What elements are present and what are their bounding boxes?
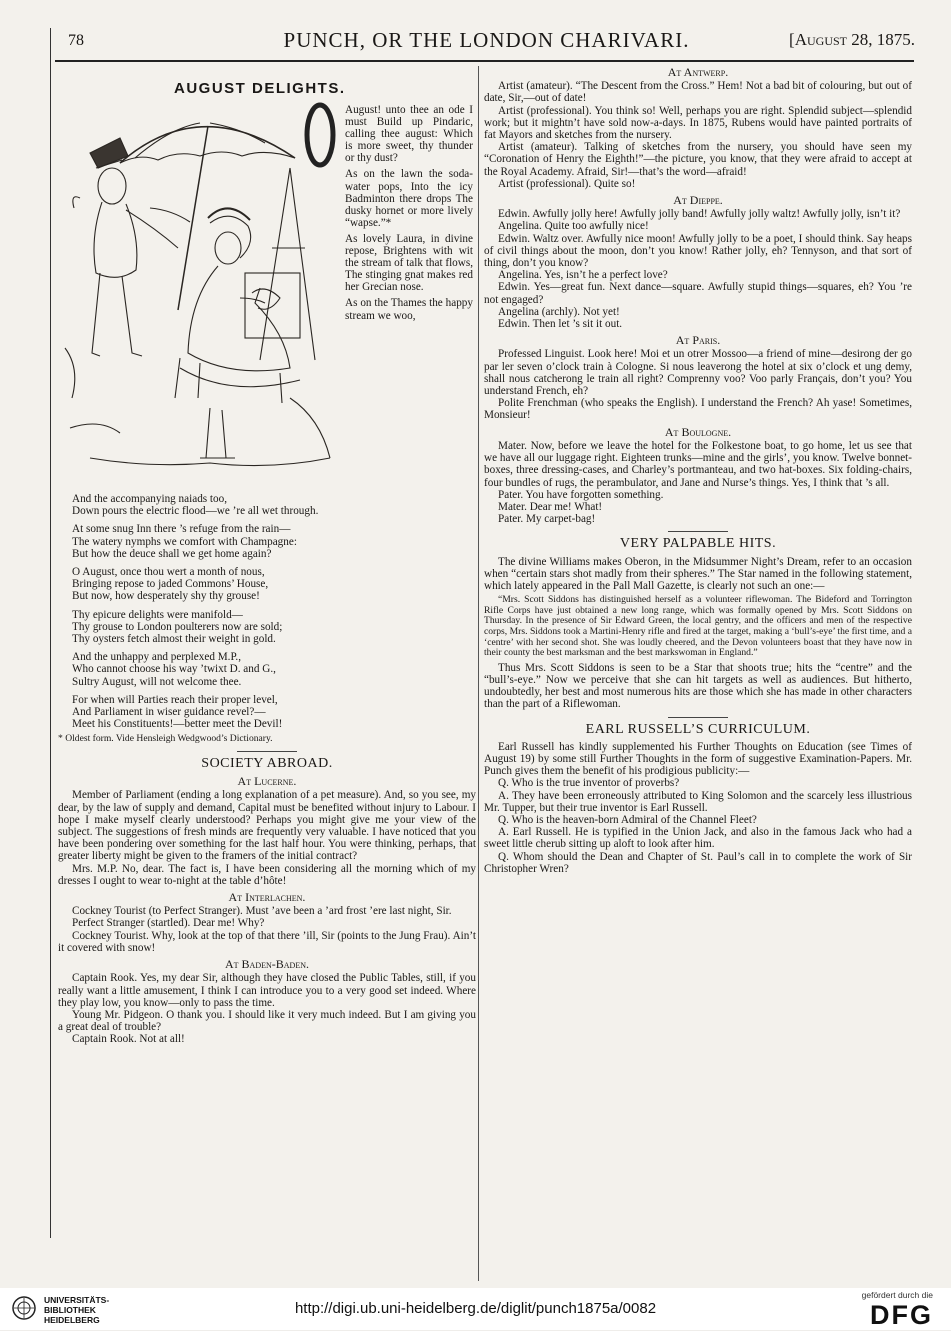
quoted-statement: “Mrs. Scott Siddons has distinguished herself as a volunteer riflewoman. The Bideford and Torrington Rifle Corps have just obtained a new long range, which was formally opened by Mrs. Scott Siddons on Thursday. In the presence of Sir Edward Green, the local gentry, and the officers and men of the respective corps, Mrs. Siddons took a Martini-Henry rifle and fired at the target, making a ‘bull’s-eye’ the first time, and a ‘centre’ with her second shot. She was loudly cheered, and the Devon volunteers boast that they have now in their county the best marksman and the best markswoman in England.” bbox=[484, 594, 912, 659]
funding-note: gefördert durch die bbox=[861, 1290, 933, 1300]
paragraph: Artist (professional). Quite so! bbox=[498, 177, 636, 190]
lucerne-heading: At Lucerne. bbox=[237, 774, 297, 789]
page-number: 78 bbox=[68, 32, 84, 49]
august-stanzas bbox=[58, 493, 476, 730]
ode-stanza: As on the lawn the soda-water pops, Into the icy Badminton there drops The dusky hornet or more lively “wapse.”* bbox=[345, 168, 473, 229]
ode-verses bbox=[345, 104, 473, 326]
paragraph: Pater. My carpet-bag! bbox=[498, 513, 596, 526]
society-title: SOCIETY ABROAD. bbox=[201, 756, 333, 772]
section-rule bbox=[668, 531, 728, 532]
verse-line: O August, once thou wert a month of nous, bbox=[72, 566, 265, 579]
ode-stanza: As on the Thames the happy stream we woo, bbox=[345, 297, 473, 322]
source-url-link[interactable]: http://digi.ub.uni-heidelberg.de/diglit/punch1875a/0082 bbox=[294, 1300, 657, 1317]
paragraph: Perfect Stranger (startled). Dear me! Why? bbox=[72, 917, 265, 930]
paragraph: Artist (amateur). “The Descent from the Cross.” Hem! Not a bad bit of colouring, but out of date, Sir,—out of date! bbox=[484, 80, 912, 105]
verse-line: And Parliament in wiser guidance revel?— bbox=[72, 706, 266, 719]
column-divider bbox=[478, 66, 479, 1281]
verse-line: Thy grouse to London poulterers now are sold; bbox=[72, 620, 283, 633]
paragraph: Mater. Dear me! What! bbox=[498, 500, 603, 513]
paragraph: Cockney Tourist. Why, look at the top of that there ’ill, Sir (points to the Jung Frau). Ain’t it covered with snow! bbox=[58, 929, 476, 954]
interlachen-heading: At Interlachen. bbox=[228, 890, 306, 905]
footnote: * Oldest form. Vide Hensleigh Wedgwood’s Dictionary. bbox=[58, 733, 273, 745]
paragraph: Edwin. Awfully jolly here! Awfully jolly band! Awfully jolly waltz! Awfully jolly, isn’t it? bbox=[498, 208, 901, 221]
paragraph: Captain Rook. Not at all! bbox=[72, 1033, 185, 1046]
verse-line: Meet his Constituents!—better meet the Devil! bbox=[72, 718, 283, 731]
issue-date: [August 28, 1875. bbox=[789, 30, 915, 49]
verse-line: Who cannot choose his way ’twixt D. and G., bbox=[72, 663, 276, 676]
verse-line: Thy epicure delights were manifold— bbox=[72, 608, 243, 621]
verse-line: Thy oysters fetch almost their weight in gold. bbox=[72, 633, 276, 646]
paragraph: Young Mr. Pidgeon. O thank you. I should like it very much indeed. But I am giving you a great deal of trouble? bbox=[58, 1008, 476, 1034]
paragraph: Edwin. Waltz over. Awfully nice moon! Awfully jolly to be a poet, I should think. Say heaps of civil things about the moon, don’t you know! Rather jolly, eh? Tennyson, and that sort of thing, don’t you know? bbox=[484, 232, 912, 270]
right-column bbox=[484, 66, 912, 875]
august-title: AUGUST DELIGHTS. bbox=[174, 80, 346, 97]
paragraph: Mater. Now, before we leave the hotel for the Folkestone boat, to go home, let us see that we have all our luggage right. Eighteen trunks—mine and the girls’, you know. Twelve bonnet-boxes, three dressing-cases, and Charley’s portmanteau, and two hat-boxes. Six folding-chairs, four bundles of rugs, the perambulator, and Jane and Nurse’s things. Yes, I think that ’s all. bbox=[484, 439, 912, 489]
dfg-logo: DFG bbox=[870, 1300, 933, 1330]
verse-line: Sultry August, will not welcome thee. bbox=[72, 675, 242, 688]
paragraph: Artist (professional). You think so! Well, perhaps you are right. Splendid subject—splendid work; but it mightn’t have sold now-a-days. In 1875, Rubens would have painted portraits of fat Mayors and sketches from the nursery. bbox=[484, 104, 912, 142]
library-name: UNIVERSITÄTS- BIBLIOTHEK HEIDELBERG bbox=[44, 1295, 110, 1325]
curriculum-title: EARL RUSSELL’S CURRICULUM. bbox=[585, 721, 811, 737]
verse-line: At some snug Inn there ’s refuge from the rain— bbox=[72, 523, 291, 536]
baden-heading: At Baden-Baden. bbox=[225, 957, 309, 972]
paragraph: Pater. You have forgotten something. bbox=[498, 488, 664, 501]
paragraph: The divine Williams makes Oberon, in the Midsummer Night’s Dream, refer to an occasion when “certain stars shot madly from their spheres.” The Star named in the following statement, which lately appeared in the Pall Mall Gazette, is clearly not such an one:— bbox=[484, 555, 912, 592]
paragraph: Q. Who is the heaven-born Admiral of the Channel Fleet? bbox=[498, 813, 757, 826]
paragraph: Artist (amateur). Talking of sketches from the nursery, you should have seen my “Coronation of Henry the Eighth!”—the picture, you know, that they were afraid to accept at the Royal Academy. Afraid, Sir!—that’s the word—afraid! bbox=[484, 141, 912, 178]
verse-line: And the accompanying naiads too, bbox=[72, 493, 228, 505]
boulogne-heading: At Boulogne. bbox=[664, 424, 732, 439]
verse-line: Down pours the electric flood—we ’re all wet through. bbox=[72, 505, 319, 518]
paragraph: Edwin. Yes—great fun. Next dance—square. Awfully stupid things—squares, eh? You ’re not engaged? bbox=[484, 281, 912, 306]
paragraph: A. They have been erroneously attributed to King Solomon and the scarcely less illustrious Mr. Tupper, but their true inventor is Earl Russell. bbox=[484, 789, 912, 814]
header-rule bbox=[55, 60, 914, 62]
ode-stanza: August! unto thee an ode I must Build up Pindaric, calling thee august: Which is more sweet, thy thunder or thy dust? bbox=[345, 104, 473, 165]
paragraph: Cockney Tourist (to Perfect Stranger). Must ’ave been a ’ard frost ’ere last night, Sir. bbox=[72, 905, 452, 918]
paragraph: Thus Mrs. Scott Siddons is seen to be a Star that shoots true; hits the “centre” and the “bull’s-eye.” Now we perceive that she can hit targets as well as audiences. But hitherto, undoubtedly, her best and most numerous hits are those which she has made in other characters than the part of a Riflewoman. bbox=[484, 661, 912, 711]
masthead: PUNCH, OR THE LONDON CHARIVARI. bbox=[283, 28, 690, 52]
paragraph: Professed Linguist. Look here! Moi et un otrer Mossoo—a friend of mine—desirong der go par ler seven o’clock train à Cologne. Si nous leaverong the hotel at six o’clock et ung demy, shall nous catcherong le train all right? Comprenny voo? Voo parly Français, don’t you? You understand French, eh? bbox=[484, 348, 912, 398]
page-header bbox=[50, 28, 923, 58]
verse-line: But now, how desperately shy thy grouse! bbox=[72, 590, 260, 603]
initial-letter-o bbox=[300, 100, 340, 170]
paragraph: Angelina (archly). Not yet! bbox=[498, 305, 620, 318]
paragraph: Angelina. Yes, isn’t he a perfect love? bbox=[498, 269, 668, 282]
verse-line: For when will Parties reach their proper level, bbox=[72, 693, 278, 706]
paragraph: Q. Who is the true inventor of proverbs? bbox=[498, 777, 680, 790]
paragraph: Mrs. M.P. No, dear. The fact is, I have been considering all the morning which of my dresses I ought to wear to-night at the table d’hôte! bbox=[58, 862, 476, 887]
paragraph: Angelina. Quite too awfully nice! bbox=[498, 220, 649, 233]
section-rule bbox=[237, 751, 297, 752]
dieppe-heading: At Dieppe. bbox=[673, 193, 723, 208]
paragraph: Q. Whom should the Dean and Chapter of St. Paul’s call in to complete the work of Sir Christopher Wren? bbox=[484, 850, 912, 875]
paragraph: Captain Rook. Yes, my dear Sir, although they have closed the Public Tables, still, if you really want a little amusement, I think I can introduce you to a very good set indeed. Where they play low, you know—only to pass the time. bbox=[58, 972, 476, 1009]
verse-line: But how the deuce shall we get home again? bbox=[72, 547, 272, 560]
left-border bbox=[50, 28, 51, 1238]
paragraph: A. Earl Russell. He is typified in the Union Jack, and also in the famous Jack who had a sweet little cherub sitting up aloft to look after him. bbox=[484, 826, 912, 851]
verse-line: The watery nymphs we comfort with Champagne: bbox=[72, 535, 297, 548]
ode-stanza: As lovely Laura, in divine repose, Brightens with wit the stream of talk that flows, The stinging gnat makes red her Grecian nose. bbox=[345, 232, 474, 294]
paragraph: Earl Russell has kindly supplemented his Further Thoughts on Education (see Times of August 19) by some still Further Thoughts in the form of suggestive Examination-Papers. Mr. Punch gives them the benefit of his prodigious publicity:— bbox=[484, 740, 912, 778]
section-rule bbox=[668, 717, 728, 718]
paragraph: Member of Parliament (ending a long explanation of a pet measure). And, so you see, my dear, by the law of supply and demand, Capital must be benefited without injury to Labour. I hope I make myself clearly understood? Perhaps you might give me your view of the subject. The suggestions of fresh minds are frequently very valuable. I have noticed that you have been pondering over something for the last half hour. You were thinking, perhaps, that greater liberty might be given to the framers of the initial contract? bbox=[58, 789, 476, 863]
paris-heading: At Paris. bbox=[675, 333, 721, 348]
antwerp-heading: At Antwerp. bbox=[667, 65, 729, 79]
palpable-title: VERY PALPABLE HITS. bbox=[619, 536, 777, 552]
paragraph: Edwin. Then let ’s sit it out. bbox=[498, 318, 623, 331]
verse-line: And the unhappy and perplexed M.P., bbox=[72, 651, 242, 664]
left-column bbox=[58, 493, 476, 1046]
verse-line: Bringing repose to jaded Commons’ House, bbox=[72, 578, 269, 591]
paragraph: Polite Frenchman (who speaks the English). I understand the French? Ah yase! Sometimes, Monsieur! bbox=[484, 397, 912, 422]
